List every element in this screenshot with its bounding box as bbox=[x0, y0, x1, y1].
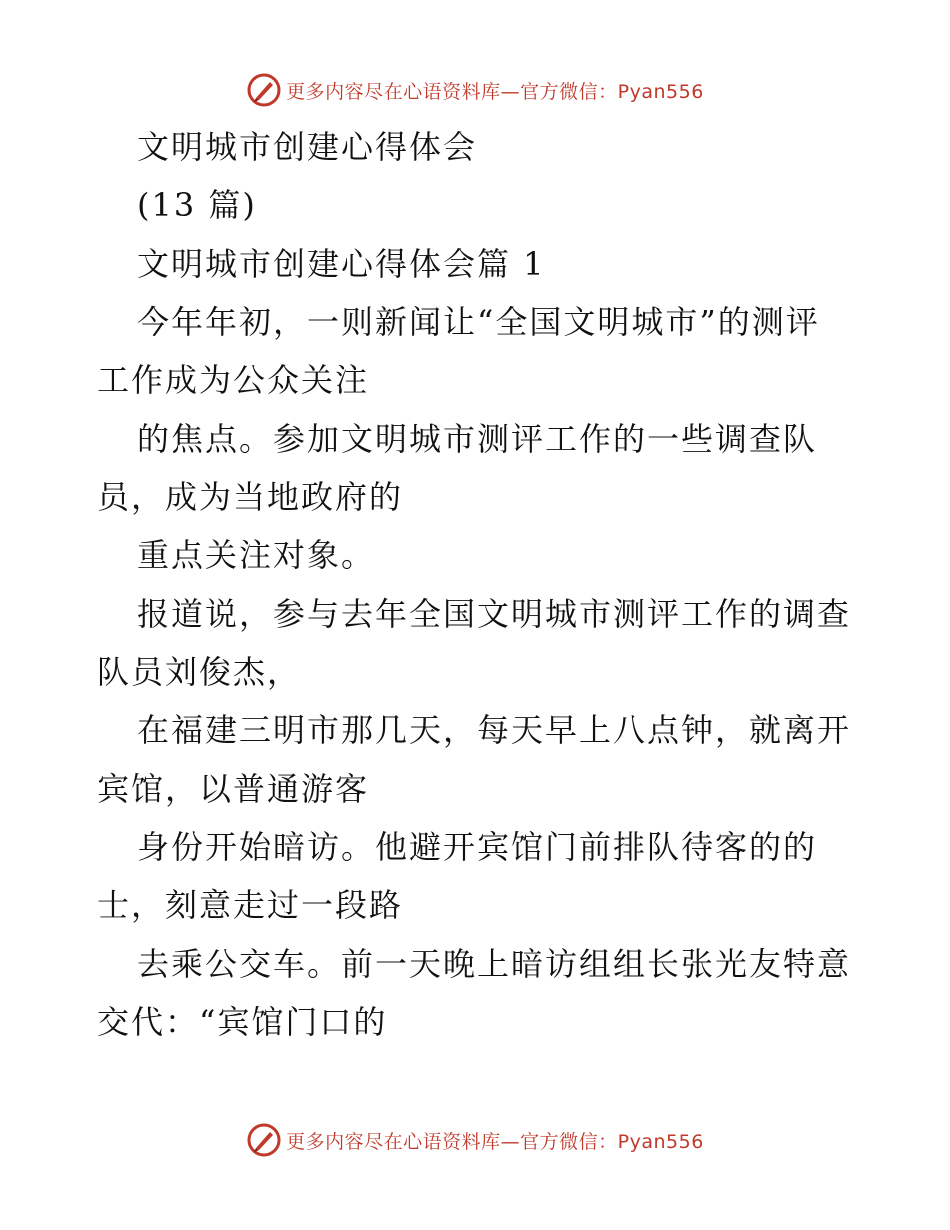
footer-banner bbox=[0, 1120, 950, 1160]
paragraph-line: 宾馆，以普通游客 bbox=[97, 770, 370, 808]
paragraph-line: 员，成为当地政府的 bbox=[97, 478, 404, 516]
document-title: 文明城市创建心得体会 bbox=[137, 128, 478, 166]
paragraph-line: 今年年初，一则新闻让“全国文明城市”的测评 bbox=[137, 303, 820, 341]
header-banner bbox=[0, 70, 950, 110]
footer-banner-text: 更多内容尽在心语资料库—官方微信：Pyan556 bbox=[286, 1130, 704, 1153]
paragraph-line: 在福建三明市那几天，每天早上八点钟，就离开 bbox=[137, 711, 852, 749]
document-subtitle: (13 篇) bbox=[137, 186, 257, 224]
paragraph-line: 队员刘俊杰， bbox=[97, 653, 302, 691]
paragraph-line: 工作成为公众关注 bbox=[97, 361, 370, 399]
pen-logo-icon bbox=[246, 1122, 282, 1158]
paragraph-line: 的焦点。参加文明城市测评工作的一些调查队 bbox=[137, 420, 818, 458]
section-heading: 文明城市创建心得体会篇 1 bbox=[137, 245, 546, 283]
paragraph-line: 重点关注对象。 bbox=[137, 536, 376, 574]
pen-logo-icon bbox=[246, 72, 282, 108]
paragraph-line: 身份开始暗访。他避开宾馆门前排队待客的的 bbox=[137, 828, 818, 866]
paragraph-line: 交代：“宾馆门口的 bbox=[97, 1003, 388, 1041]
header-banner-text: 更多内容尽在心语资料库—官方微信：Pyan556 bbox=[286, 80, 704, 103]
paragraph-line: 去乘公交车。前一天晚上暗访组组长张光友特意 bbox=[137, 945, 852, 983]
paragraph-line: 士，刻意走过一段路 bbox=[97, 886, 404, 924]
paragraph-line: 报道说，参与去年全国文明城市测评工作的调查 bbox=[137, 595, 852, 633]
